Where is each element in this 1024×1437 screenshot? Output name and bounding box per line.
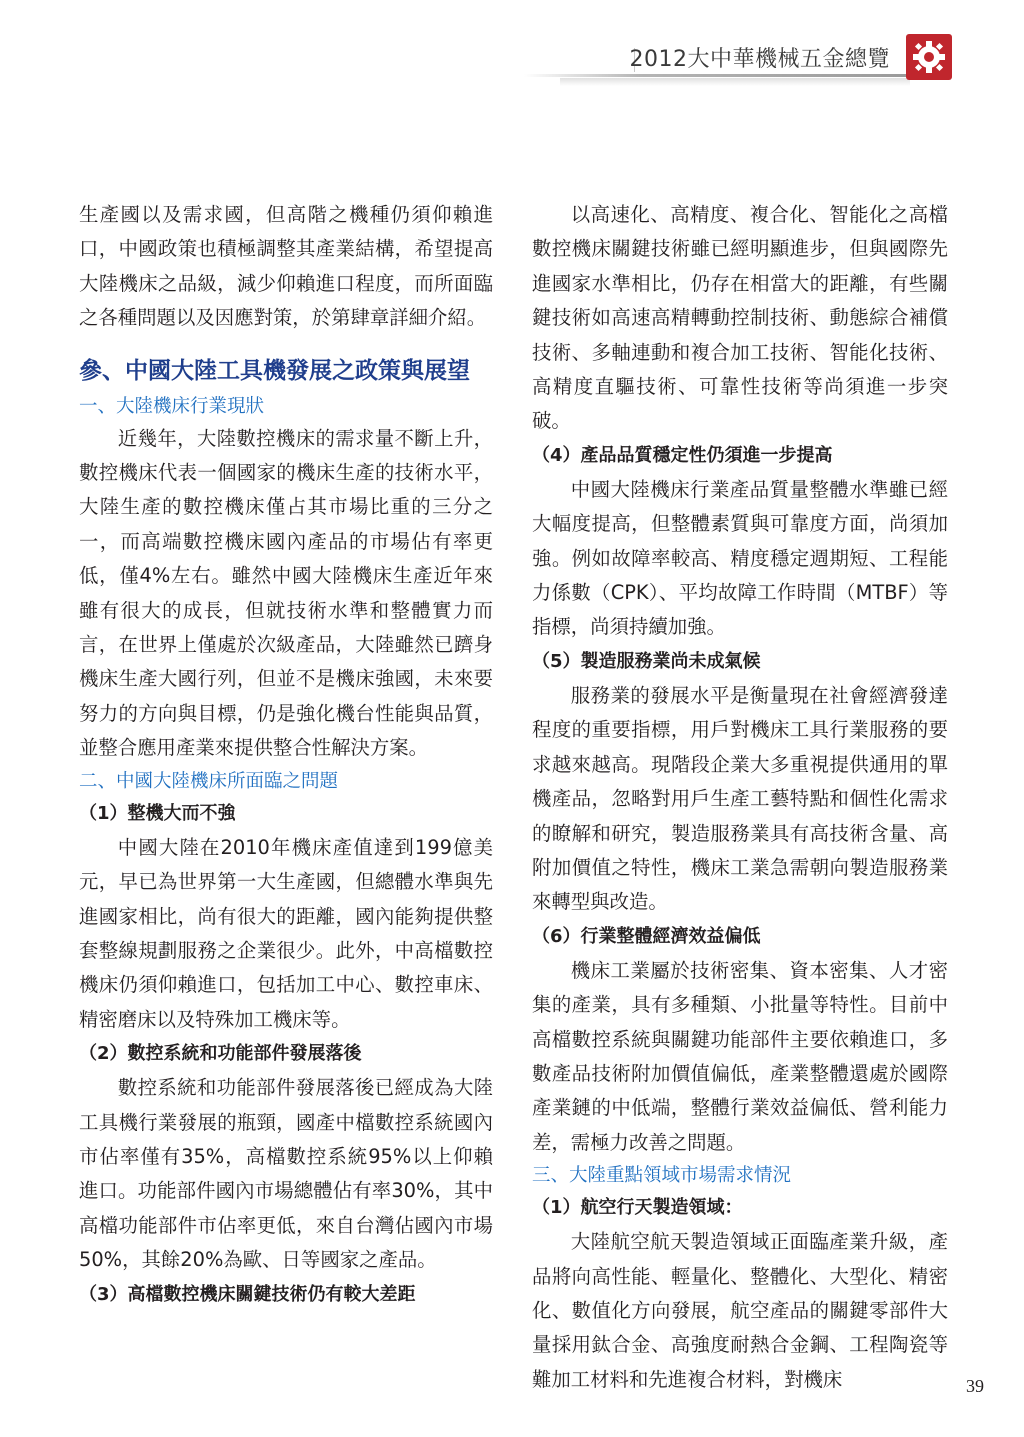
intro-paragraph: 生產國以及需求國，但高階之機種仍須仰賴進口，中國政策也積極調整其產業結構，希望提高大陸機床之品級，減少仰賴進口程度，而所面臨之各種問題以及因應對策，於第肆章詳細介紹。	[79, 203, 493, 330]
subsection-heading-1: 一、大陸機床行業現狀	[79, 395, 265, 417]
left-column	[79, 198, 493, 1312]
item-4-paragraph: 中國大陸機床行業產品質量整體水準雖已經大幅度提高，但整體素質與可靠度方面，尚須加強。例如故障率較高、精度穩定週期短、工程能力係數（CPK）、平均故障工作時間（MTBF）等指標，尚須持續加強。	[532, 477, 948, 639]
item-2-paragraph: 數控系統和功能部件發展落後已經成為大陸工具機行業發展的瓶頸，國產中檔數控系統國內市佔率僅有35%，高檔數控系統95%以上仰賴進口。功能部件國內市場總體佔有率30%，其中高檔功能部件市佔率更低，來自台灣佔國內市場50%，其餘20%為歐、日等國家之產品。	[79, 1076, 493, 1272]
item-5-paragraph: 服務業的發展水平是衡量現在社會經濟發達程度的重要指標，用戶對機床工具行業服務的要求越來越高。現階段企業大多重視提供通用的單機產品，忽略對用戶生產工藝特點和個性化需求的瞭解和研究，製造服務業具有高技術含量、高附加價值之特性，機床工業急需朝向製造服務業來轉型與改造。	[532, 683, 948, 914]
subsection-heading-3: 三、大陸重點領域市場需求情況	[532, 1165, 792, 1187]
item-heading-6: （6）行業整體經濟效益偏低	[532, 925, 761, 947]
publication-title: 2012大中華機械五金總覽	[629, 47, 890, 72]
item-3-paragraph: 以高速化、高精度、複合化、智能化之高檔數控機床關鍵技術雖已經明顯進步，但與國際先進國家水準相比，仍存在相當大的距離，有些關鍵技術如高速高精轉動控制技術、動態綜合補償技術、多軸連動和複合加工技術、智能化技術、高精度直驅技術、可靠性技術等尚須進一步突破。	[532, 203, 948, 433]
item-heading-1: （1）整機大而不強	[79, 802, 236, 824]
item-heading-2: （2）數控系統和功能部件發展落後	[79, 1043, 362, 1065]
item-heading-3: （3）高檔數控機床關鍵技術仍有較大差距	[79, 1283, 416, 1305]
item-heading-4: （4）產品品質穩定性仍須進一步提高	[532, 444, 833, 466]
item-6-paragraph: 機床工業屬於技術密集、資本密集、人才密集的產業，具有多種類、小批量等特性。目前中高檔數控系統與關鍵功能部件主要依賴進口，多數產品技術附加價值偏低，產業整體還處於國際產業鏈的中低端，整體行業效益偏低、營利能力差，需極力改善之問題。	[532, 958, 948, 1154]
item-1-paragraph: 中國大陸在2010年機床產值達到199億美元，早已為世界第一大生產國，但總體水準與先進國家相比，尚有很大的距離，國內能夠提供整套整線規劃服務之企業很少。此外，中高檔數控機床仍須仰賴進口，包括加工中心、數控車床、精密磨床以及特殊加工機床等。	[79, 835, 493, 1031]
gear-logo-icon	[906, 34, 952, 80]
page-number: 39	[966, 1376, 984, 1396]
section-heading: 參、中國大陸工具機發展之政策與展望	[79, 356, 470, 384]
item-heading-5: （5）製造服務業尚未成氣候	[532, 650, 761, 672]
right-column	[532, 198, 948, 1397]
subsection-1-paragraph: 近幾年，大陸數控機床的需求量不斷上升，數控機床代表一個國家的機床生產的技術水平，大陸生產的數控機床僅占其市場比重的三分之一，而高端數控機床國內產品的市場佔有率更低，僅4%左右。雖然中國大陸機床生產近年來雖有很大的成長，但就技術水準和整體實力而言，在世界上僅處於次級產品，大陸雖然已躋身機床生產大國行列，但並不是機床強國，未來要努力的方向與目標，仍是強化機台性能與品質，並整合應用產業來提供整合性解決方案。	[79, 426, 493, 760]
header-shadow	[560, 78, 910, 86]
header-rule	[524, 74, 908, 77]
item-heading-7: （1）航空行天製造領域：	[532, 1197, 743, 1219]
item-7-paragraph: 大陸航空航天製造領域正面臨產業升級，產品將向高性能、輕量化、整體化、大型化、精密化、數值化方向發展，航空產品的關鍵零部件大量採用鈦合金、高強度耐熱合金鋼、工程陶瓷等難加工材料和先進複合材料，對機床	[532, 1230, 948, 1391]
subsection-heading-2: 二、中國大陸機床所面臨之問題	[79, 770, 339, 792]
